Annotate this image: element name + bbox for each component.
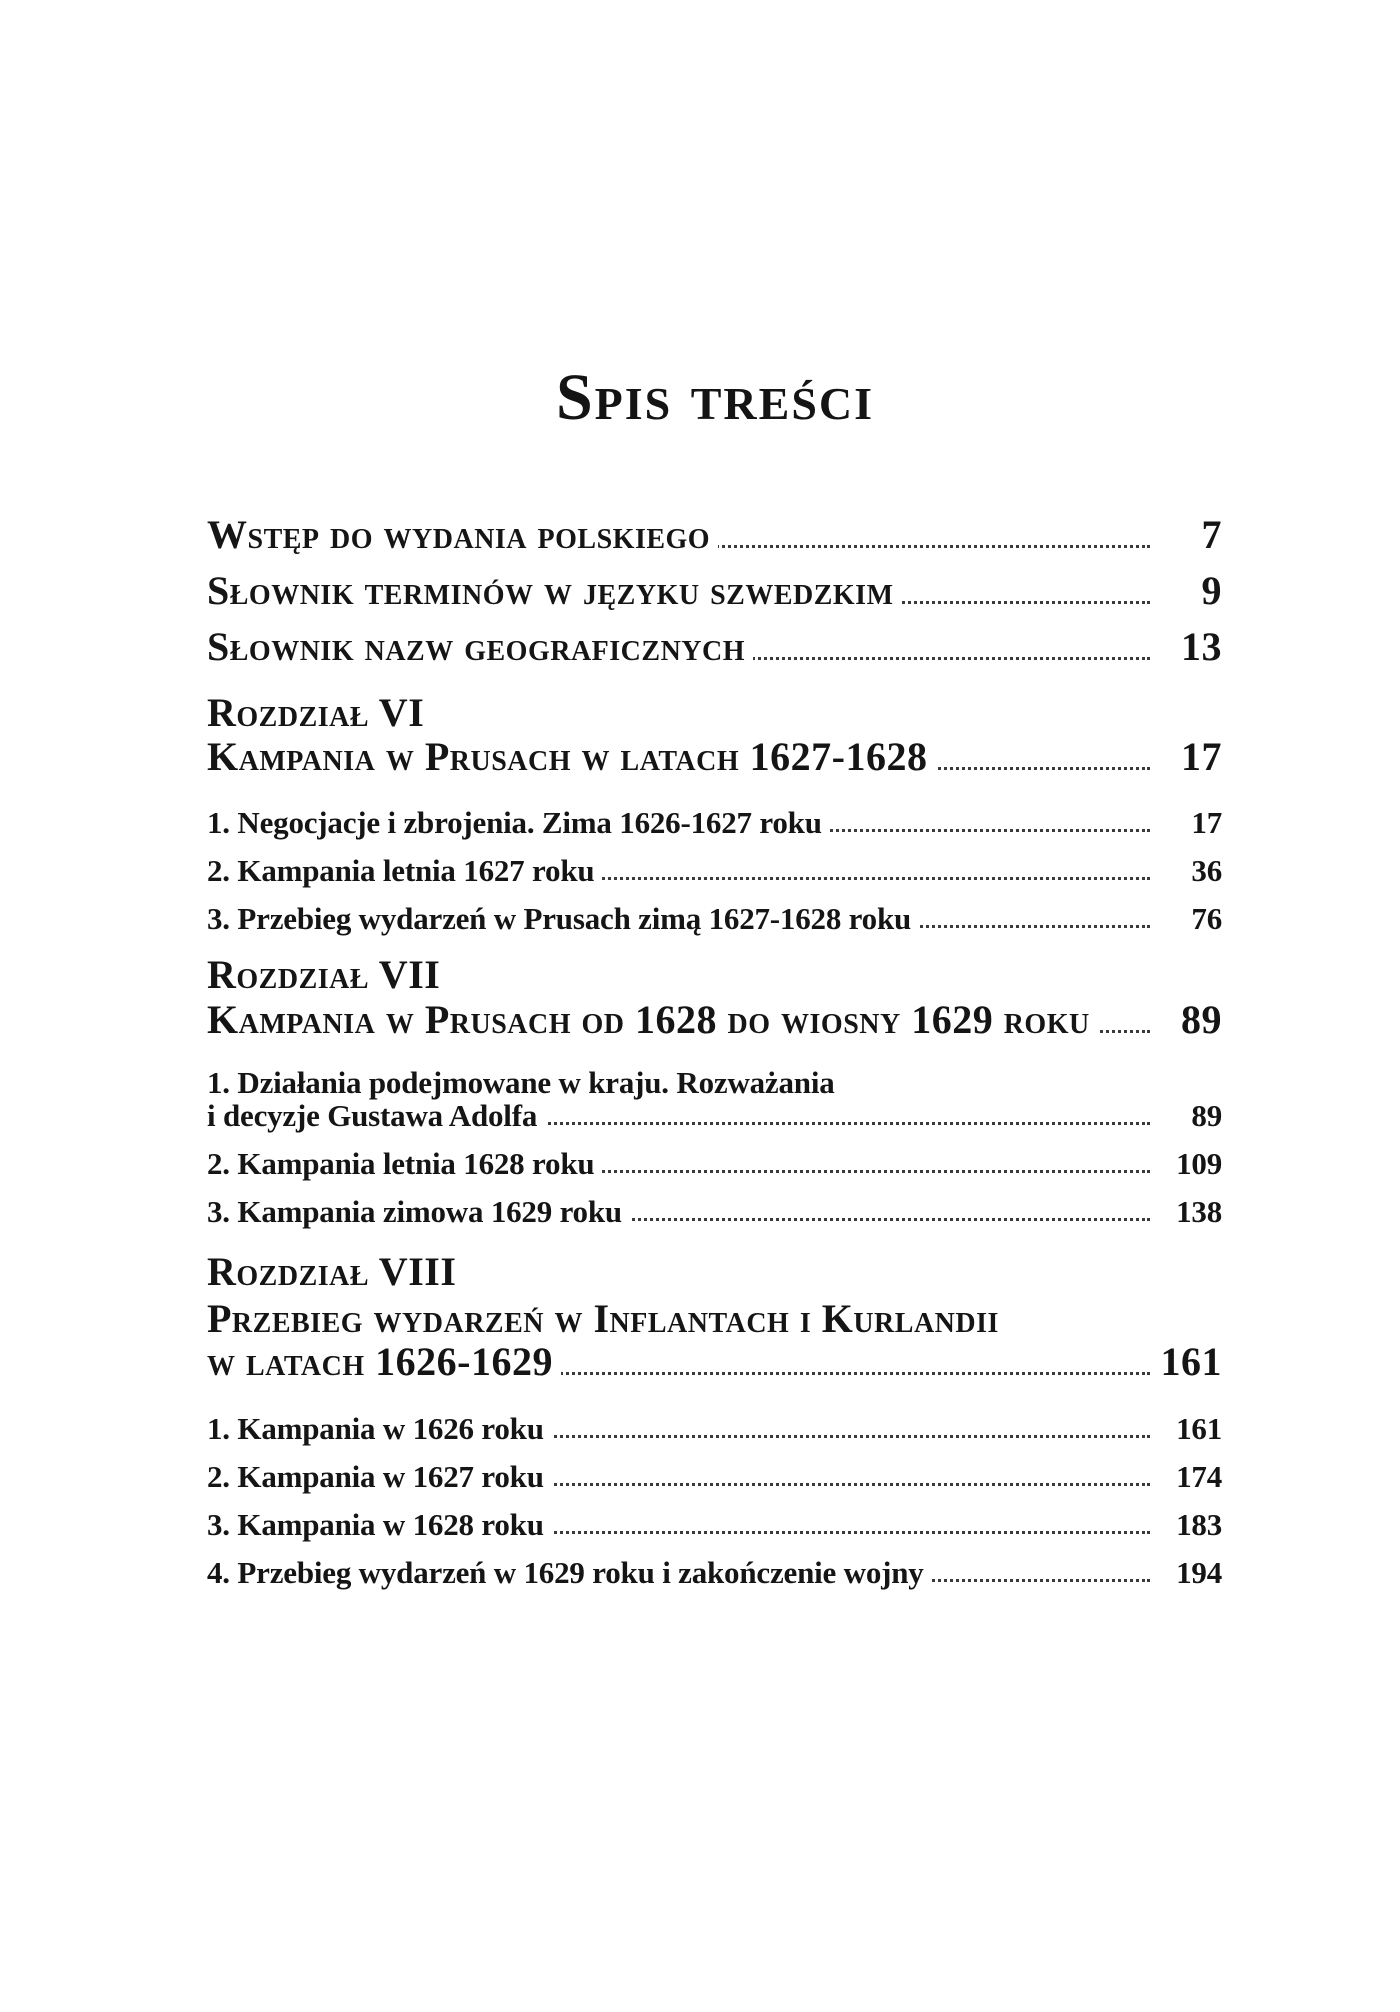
page-number: 161 [1176,1411,1222,1447]
section-title: 1. Negocjacje i zbrojenia. Zima 1626-1627 roku [207,807,830,840]
section-title: i decyzje Gustawa Adolfa [207,1100,545,1133]
toc-entry-chapter-6[interactable] [207,730,1222,778]
toc-entry-swedish-glossary[interactable] [207,564,1222,612]
page-number: 17 [1191,805,1222,841]
page-number: 36 [1191,853,1222,889]
page-number: 89 [1181,997,1222,1042]
section-title: 2. Kampania w 1627 roku [207,1461,552,1494]
chapter-title: Kampania w Prusach od 1628 do wiosny 1629 roku [207,999,1098,1041]
section-title-line: 1. Działania podejmowane w kraju. Rozważania [207,1065,835,1100]
toc-section[interactable] [207,1133,1222,1181]
section-title: 2. Kampania letnia 1628 roku [207,1148,602,1181]
page-number: 76 [1191,901,1222,937]
toc-section[interactable] [207,888,1222,936]
chapter-title: w latach 1626-1629 [207,1341,561,1383]
chapter-label: Rozdział VIII [207,1249,457,1294]
entry-title: Słownik terminów w języku szwedzkim [207,570,902,612]
toc-section[interactable] [207,1446,1222,1494]
section-title: 1. Kampania w 1626 roku [207,1413,552,1446]
chapter-title: Kampania w Prusach w latach 1627-1628 [207,736,935,778]
page-number: 13 [1181,624,1222,669]
toc-section[interactable] [207,792,1222,840]
chapter-label: Rozdział VI [207,690,425,735]
page-number: 109 [1176,1146,1222,1182]
section-title: 2. Kampania letnia 1627 roku [207,855,602,888]
toc-entry-geographic-glossary[interactable] [207,620,1222,668]
page-number: 7 [1201,512,1222,557]
section-title: 4. Przebieg wydarzeń w 1629 roku i zakończenie wojny [207,1557,932,1590]
page-number: 183 [1176,1507,1222,1543]
section-title: 3. Kampania w 1628 roku [207,1509,552,1542]
toc-section[interactable] [207,1494,1222,1542]
page-number: 17 [1181,734,1222,779]
entry-title: Słownik nazw geograficznych [207,626,753,668]
entry-title: Wstęp do wydania polskiego [207,514,718,556]
page-title: Spis treści [555,361,875,434]
section-title: 3. Przebieg wydarzeń w Prusach zimą 1627-1628 roku [207,903,919,936]
page-number: 9 [1201,568,1222,613]
toc-entry-chapter-8[interactable] [207,1335,1222,1383]
toc-entry-foreword[interactable] [207,508,1222,556]
toc-section[interactable] [207,1181,1222,1229]
chapter-title-line: Przebieg wydarzeń w Inflantach i Kurlandii [207,1296,999,1341]
toc-section[interactable] [207,1398,1222,1446]
page-number: 138 [1176,1194,1222,1230]
page-number: 194 [1176,1555,1222,1591]
toc-section[interactable] [207,1085,1222,1133]
section-title: 3. Kampania zimowa 1629 roku [207,1196,630,1229]
page-number: 161 [1160,1339,1222,1384]
page-number: 174 [1176,1459,1222,1495]
toc-entry-chapter-7[interactable] [207,993,1222,1041]
toc-section[interactable] [207,1542,1222,1590]
toc-section[interactable] [207,840,1222,888]
page-number: 89 [1191,1098,1222,1134]
chapter-label: Rozdział VII [207,952,441,997]
